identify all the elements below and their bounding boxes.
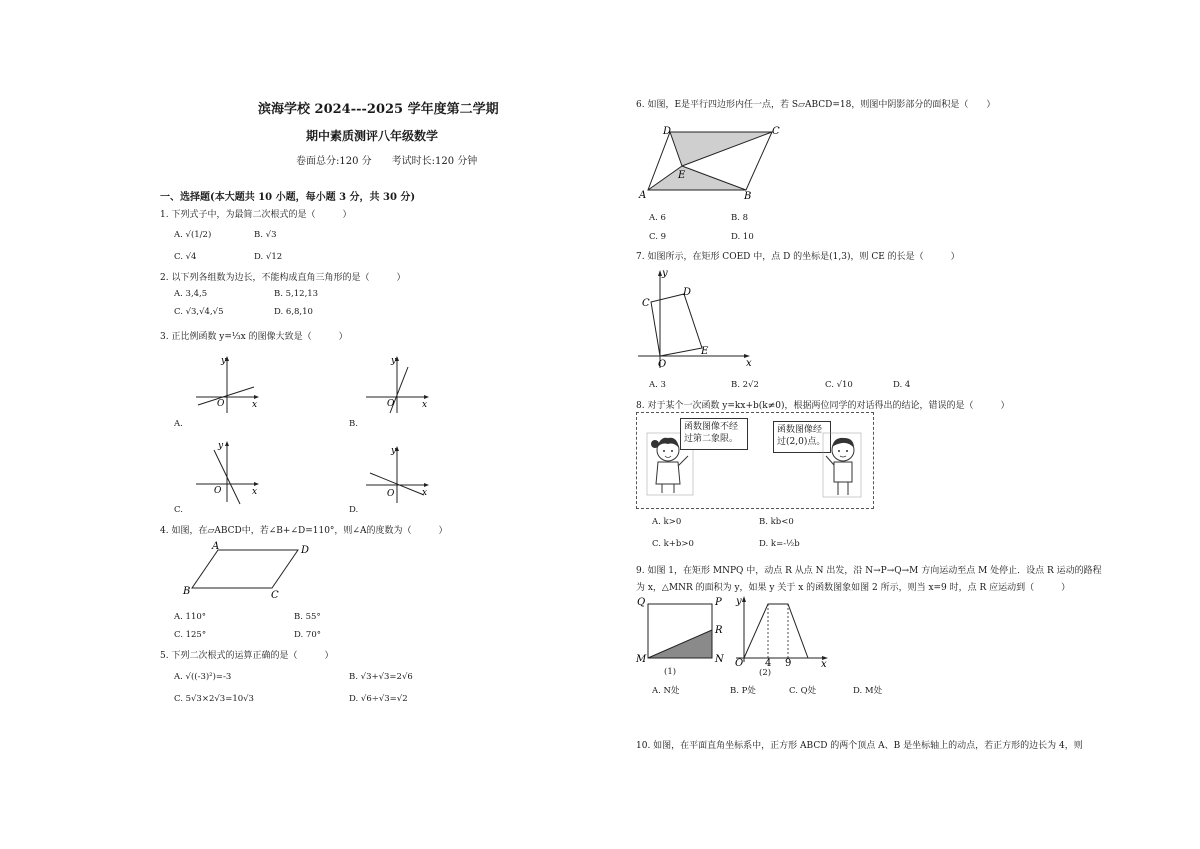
q3a-y-label: y xyxy=(221,356,227,366)
q9-figure1-caption: (1) xyxy=(664,667,677,677)
section-heading: 一、选择题(本大题共 10 小题，每小题 3 分，共 30 分) xyxy=(160,192,416,203)
q8-boy-illustration xyxy=(822,432,862,498)
q7-label-y: y xyxy=(662,268,668,279)
q4-option-c: C. 125° xyxy=(174,630,207,640)
exam-subtitle: 期中素质测评八年级数学 xyxy=(306,129,439,143)
q7-label-e: E xyxy=(701,346,709,357)
q3d-x-label: x xyxy=(422,488,428,498)
q6-option-b: B. 8 xyxy=(731,213,749,223)
q6-option-a: A. 6 xyxy=(649,213,666,223)
q3b-x-label: x xyxy=(422,400,428,410)
q8-option-a: A. k>0 xyxy=(652,517,682,527)
q2-option-c: C. √3,√4,√5 xyxy=(174,307,224,317)
q7-label-c: C xyxy=(642,298,650,309)
q7-label-o: O xyxy=(658,359,667,370)
q6-label-c: C xyxy=(772,126,780,137)
q9-figure2-caption: (2) xyxy=(759,668,772,678)
exam-meta: 卷面总分:120 分 考试时长:120 分钟 xyxy=(296,156,478,167)
q2-option-b: B. 5,12,13 xyxy=(274,289,319,299)
q8-option-c: C. k+b>0 xyxy=(652,539,694,549)
q5-option-b: B. √3+√3=2√6 xyxy=(349,672,413,682)
q3-option-d: D. xyxy=(349,505,359,515)
q9-rectangle-figure xyxy=(636,594,732,666)
q9-graph-origin-label: O xyxy=(735,658,744,669)
q5-option-d: D. √6÷√3=√2 xyxy=(349,694,408,704)
q1-option-d: D. √12 xyxy=(254,252,283,262)
q8-right-speech-bubble: 函数图像经过(2,0)点。 xyxy=(773,421,831,453)
q7-option-c: C. √10 xyxy=(825,380,853,390)
q4-label-a: A xyxy=(212,541,220,552)
q3c-y-label: y xyxy=(218,441,224,451)
q7-option-b: B. 2√2 xyxy=(731,380,759,390)
q4-parallelogram-figure xyxy=(180,540,320,600)
q3d-y-label: y xyxy=(391,446,397,456)
q3-graph-d xyxy=(362,445,432,505)
q6-label-e: E xyxy=(678,170,686,181)
q3-graph-c xyxy=(192,440,262,505)
q3c-origin-label: O xyxy=(214,486,222,496)
q3b-origin-label: O xyxy=(387,399,395,409)
q3a-x-label: x xyxy=(252,400,258,410)
q9-graph-figure xyxy=(732,594,832,668)
q9-graph-y-label: y xyxy=(736,596,742,607)
q9-option-c: C. Q处 xyxy=(789,686,817,696)
q10-stem: 10. 如图，在平面直角坐标系中，正方形 ABCD 的两个顶点 A、B 是坐标轴上的动点，若正方形的边长为 4，则 xyxy=(636,741,1083,751)
q6-label-d: D xyxy=(663,126,672,137)
q9-graph-tick-9: 9 xyxy=(785,658,792,669)
q6-option-d: D. 10 xyxy=(731,232,754,242)
q7-rectangle-figure xyxy=(636,266,756,372)
q3d-origin-label: O xyxy=(387,489,395,499)
q7-option-d: D. 4 xyxy=(893,380,911,390)
q4-label-b: B xyxy=(183,586,191,597)
q3-stem: 3. 正比例函数 y=⅓x 的图像大致是（ ） xyxy=(160,332,348,342)
q9-option-b: B. P处 xyxy=(730,686,756,696)
q9-option-a: A. N处 xyxy=(652,686,680,696)
q6-label-b: B xyxy=(744,191,752,202)
q9-graph-x-label: x xyxy=(821,659,827,670)
q1-option-c: C. √4 xyxy=(174,252,197,262)
q9-option-d: D. M处 xyxy=(853,686,883,696)
q1-stem: 1. 下列式子中，为最简二次根式的是（ ） xyxy=(160,210,352,220)
q2-stem: 2. 以下列各组数为边长，不能构成直角三角形的是（ ） xyxy=(160,273,406,283)
q3-graph-b xyxy=(362,355,432,415)
q3a-origin-label: O xyxy=(217,399,225,409)
exam-title: 滨海学校 2024---2025 学年度第二学期 xyxy=(258,102,499,117)
q1-option-b: B. √3 xyxy=(254,230,277,240)
q6-option-c: C. 9 xyxy=(649,232,667,242)
q6-parallelogram-figure xyxy=(636,122,786,202)
q3-option-a: A. xyxy=(174,419,183,429)
q8-option-b: B. kb<0 xyxy=(759,517,794,527)
q7-stem: 7. 如图所示，在矩形 COED 中，点 D 的坐标是(1,3)，则 CE 的长是（ ） xyxy=(636,252,960,262)
q3-graph-a xyxy=(192,355,262,415)
q9-graph-tick-4: 4 xyxy=(765,658,772,669)
q9-stem-line2: 为 x，△MNR 的面积为 y，如果 y 关于 x 的函数图象如图 2 所示，则当 x=9 时，点 R 应运动到（ ） xyxy=(636,583,1071,593)
q3-option-b: B. xyxy=(349,419,358,429)
q9-stem-line1: 9. 如图 1，在矩形 MNPQ 中，动点 R 从点 N 出发，沿 N→P→Q→M 方向运动至点 M 处停止．设点 R 运动的路程 xyxy=(636,566,1102,576)
q2-option-a: A. 3,4,5 xyxy=(174,289,208,299)
q5-option-a: A. √((-3)²)=-3 xyxy=(174,672,232,682)
q3c-x-label: x xyxy=(252,487,258,497)
q9-label-q: Q xyxy=(637,597,646,608)
q9-label-m: M xyxy=(636,654,647,665)
q4-option-b: B. 55° xyxy=(294,612,321,622)
q8-option-d: D. k=-½b xyxy=(759,539,800,549)
q4-label-c: C xyxy=(271,590,279,601)
q5-option-c: C. 5√3×2√3=10√3 xyxy=(174,694,254,704)
q8-stem: 8. 对于某个一次函数 y=kx+b(k≠0)，根据两位同学的对话得出的结论，错误的是（ ） xyxy=(636,401,1010,411)
q1-option-a: A. √(1/2) xyxy=(174,230,212,240)
q5-stem: 5. 下列二次根式的运算正确的是（ ） xyxy=(160,651,334,661)
q9-label-p: P xyxy=(715,597,722,608)
q9-label-r: R xyxy=(715,625,723,636)
q8-left-speech-bubble: 函数图像不经过第二象限。 xyxy=(680,418,748,450)
q4-stem: 4. 如图，在▱ABCD中，若∠B+∠D=110°，则∠A的度数为（ ） xyxy=(160,526,448,536)
q7-label-x: x xyxy=(746,358,752,369)
q7-option-a: A. 3 xyxy=(649,380,666,390)
q2-option-d: D. 6,8,10 xyxy=(274,307,313,317)
q7-label-d: D xyxy=(683,287,692,298)
q9-label-n: N xyxy=(715,654,724,665)
q6-stem: 6. 如图，E是平行四边形内任一点，若 S▱ABCD=18，则图中阴影部分的面积是（ ） xyxy=(636,100,996,110)
q4-option-a: A. 110° xyxy=(174,612,207,622)
q3-option-c: C. xyxy=(174,505,183,515)
q4-label-d: D xyxy=(301,545,310,556)
q6-label-a: A xyxy=(639,190,647,201)
q4-option-d: D. 70° xyxy=(294,630,321,640)
q3b-y-label: y xyxy=(391,356,397,366)
